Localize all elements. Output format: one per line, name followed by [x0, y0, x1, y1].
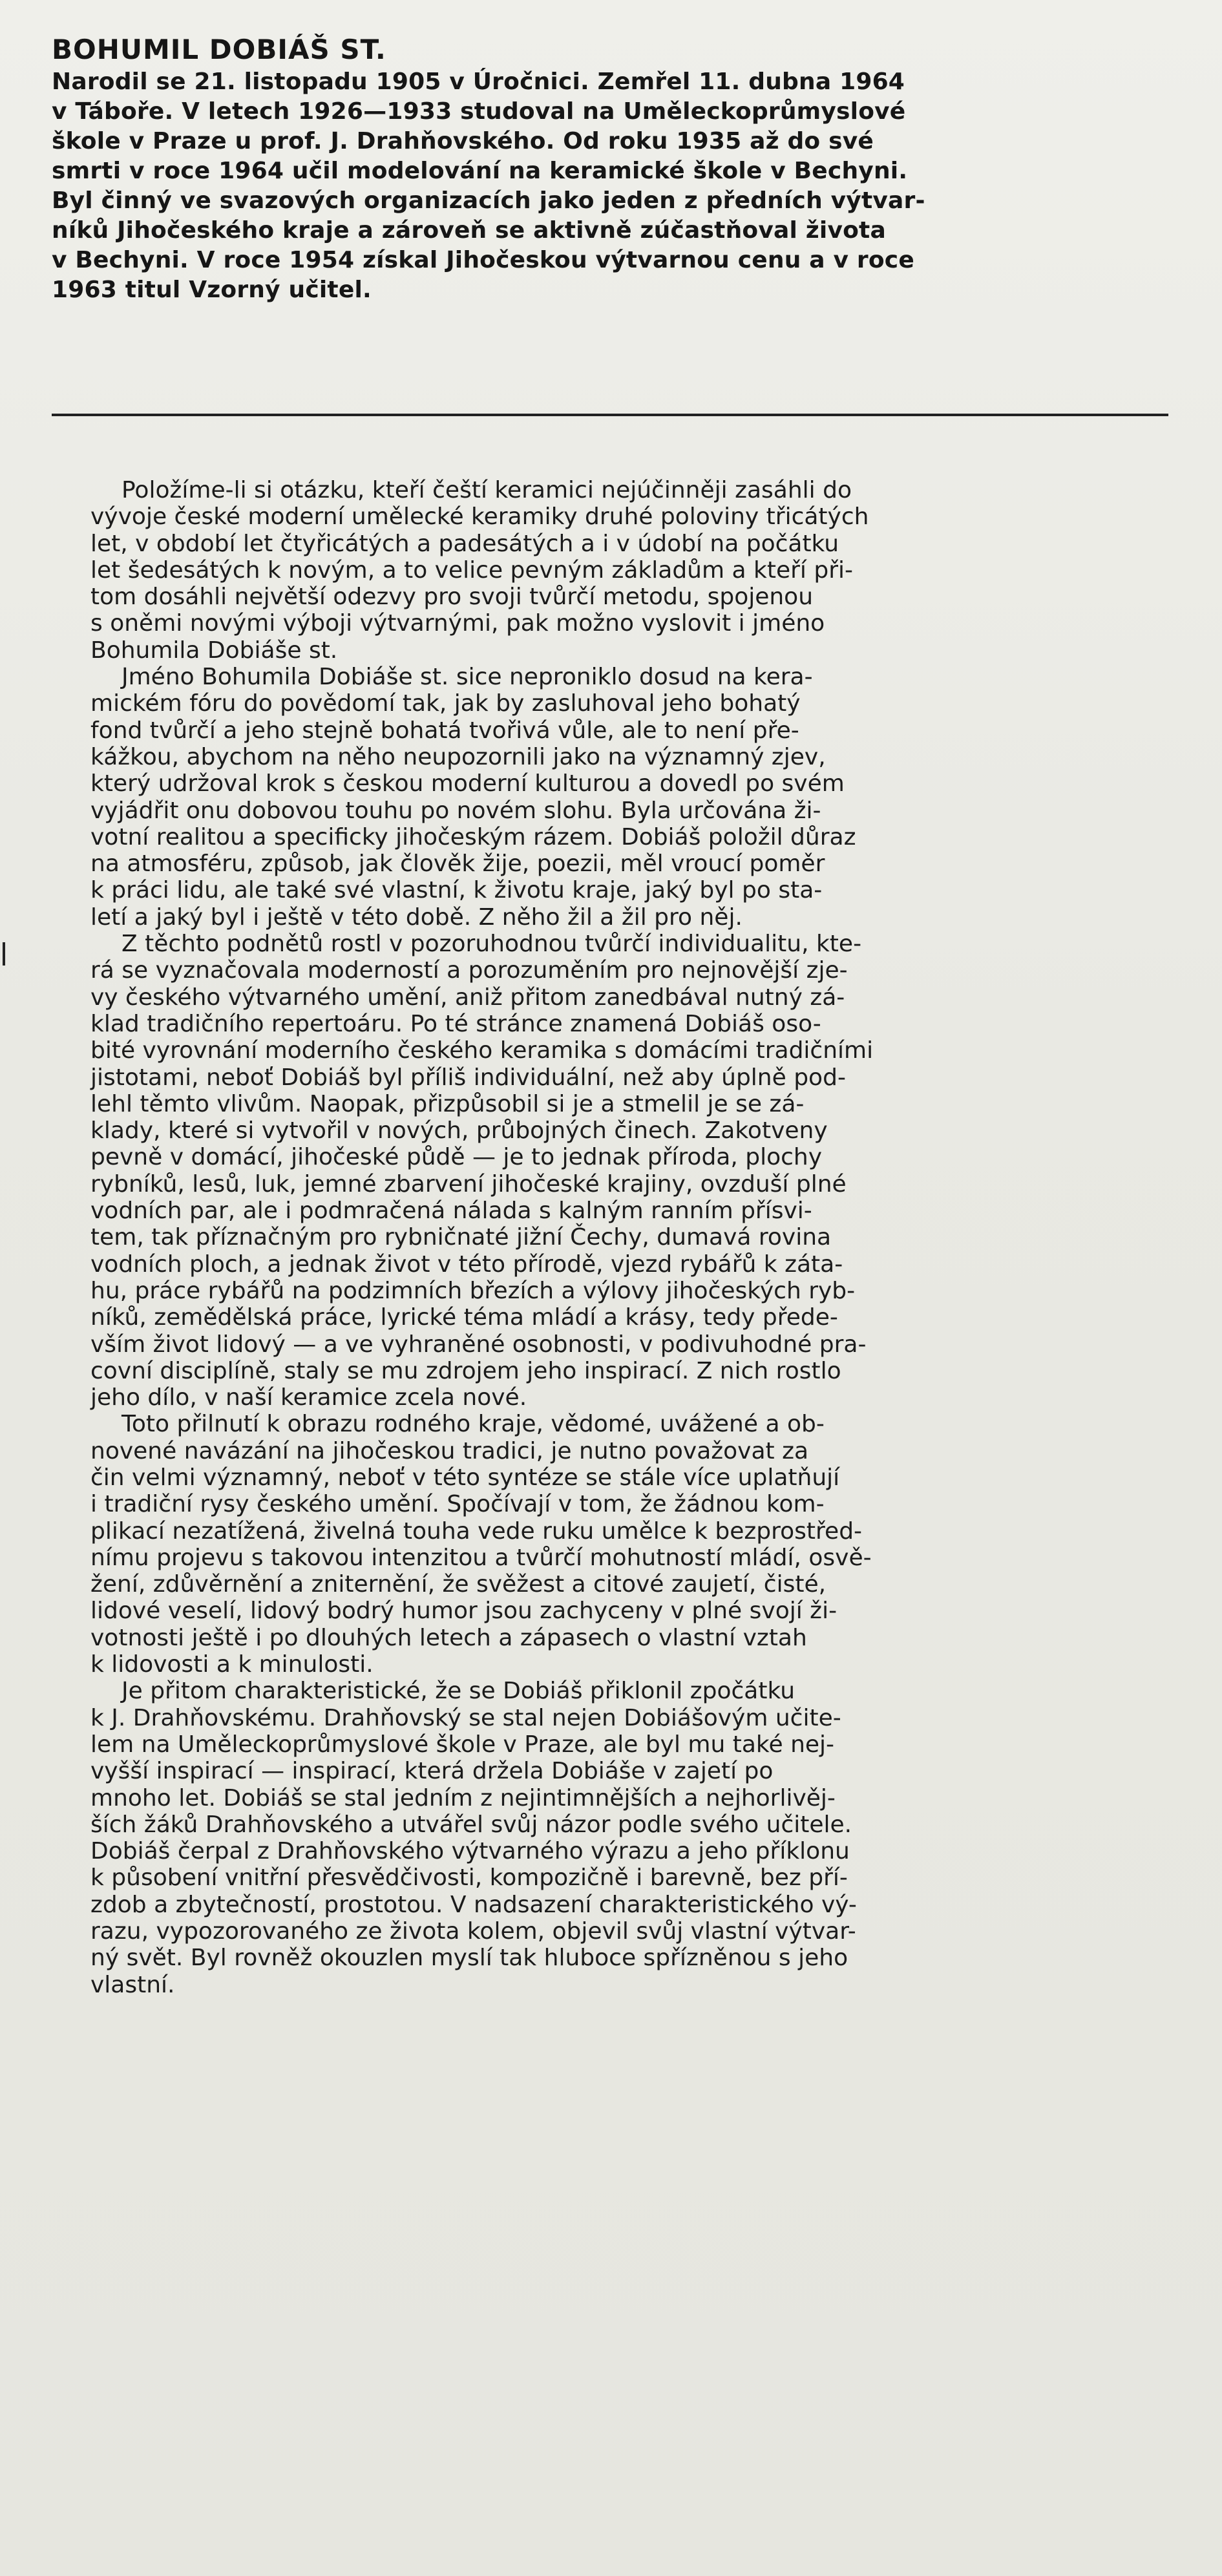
text-line: vlastní.	[90, 1971, 175, 1998]
text-line: na atmosféru, způsob, jak člověk žije, poezii, měl vroucí poměr	[90, 850, 825, 878]
text-line: rybníků, lesů, luk, jemné zbarvení jihočeské krajiny, ovzduší plné	[90, 1170, 847, 1198]
biography-line: Narodil se 21. listopadu 1905 v Úročnici. Zemřel 11. dubna 1964	[52, 69, 905, 95]
article-body	[90, 477, 1176, 1998]
text-line: vodních par, ale i podmračená nálada s kalným ranním přísvi-	[90, 1198, 812, 1225]
biography-title: BOHUMIL DOBIÁŠ ST.	[52, 34, 386, 65]
text-line: votní realitou a specificky jihočeským rázem. Dobiáš položil důraz	[90, 823, 856, 850]
text-line: rá se vyznačovala moderností a porozuměním pro nejnovější zje-	[90, 957, 848, 984]
text-line: níků, zemědělská práce, lyrické téma mládí a krásy, tedy přede-	[90, 1304, 838, 1331]
text-line: bité vyrovnání moderního českého keramika s domácími tradičními	[90, 1037, 874, 1064]
text-line: jeho dílo, v naší keramice zcela nové.	[90, 1384, 527, 1411]
text-line: k lidovosti a k minulosti.	[90, 1651, 374, 1678]
paragraph	[90, 1678, 1176, 1998]
text-line: vy českého výtvarného umění, aniž přitom zanedbával nutný zá-	[90, 984, 845, 1011]
text-line: k J. Drahňovskému. Drahňovský se stal nejen Dobiášovým učite-	[90, 1704, 841, 1731]
biography-text	[52, 67, 1176, 305]
paragraph	[90, 477, 1176, 664]
text-line: klad tradičního repertoáru. Po té stránce znamená Dobiáš oso-	[90, 1010, 821, 1037]
text-line: Jméno Bohumila Dobiáše st. sice neproniklo dosud na kera-	[121, 664, 813, 691]
text-line: ších žáků Drahňovského a utvářel svůj názor podle svého učitele.	[90, 1811, 852, 1838]
text-line: který udržoval krok s českou moderní kulturou a dovedl po svém	[90, 770, 845, 797]
text-line: Dobiáš čerpal z Drahňovského výtvarného výrazu a jeho příklonu	[90, 1838, 850, 1865]
text-line: Položíme-li si otázku, kteří čeští keramici nejúčinněji zasáhli do	[121, 477, 852, 503]
text-line: vývoje české moderní umělecké keramiky druhé poloviny třicátých	[90, 503, 869, 531]
biography-line: níků Jihočeského kraje a zároveň se aktivně zúčastňoval života	[52, 217, 886, 244]
paragraph	[90, 1411, 1176, 1678]
text-line: mnoho let. Dobiáš se stal jedním z nejintimnějších a nejhorlivěj-	[90, 1784, 836, 1811]
text-line: kážkou, abychom na něho neupozornili jako na významný zjev,	[90, 743, 826, 770]
text-line: mickém fóru do povědomí tak, jak by zasluhoval jeho bohatý	[90, 690, 801, 717]
text-line: nímu projevu s takovou intenzitou a tvůrčí mohutností mládí, osvě-	[90, 1544, 872, 1571]
text-line: lehl těmto vlivům. Naopak, přizpůsobil si je a stmelil je se zá-	[90, 1090, 805, 1117]
biography-block	[52, 34, 1176, 305]
text-line: covní disciplíně, staly se mu zdrojem jeho inspirací. Z nich rostlo	[90, 1357, 841, 1384]
text-line: tem, tak příznačným pro rybničnaté jižní Čechy, dumavá rovina	[90, 1224, 832, 1251]
divider-rule	[52, 414, 1168, 416]
biography-line: Byl činný ve svazových organizacích jako jeden z předních výtvar-	[52, 187, 925, 214]
text-line: Toto přilnutí k obrazu rodného kraje, vědomé, uvážené a ob-	[121, 1411, 825, 1438]
text-line: vodních ploch, a jednak život v této přírodě, vjezd rybářů k záta-	[90, 1251, 843, 1278]
text-line: tom dosáhli největší odezvy pro svoji tvůrčí metodu, spojenou	[90, 584, 814, 611]
text-line: klady, které si vytvořil v nových, průbojných činech. Zakotveny	[90, 1117, 828, 1145]
text-line: Bohumila Dobiáše st.	[90, 637, 338, 664]
biography-line: 1963 titul Vzorný učitel.	[52, 277, 372, 303]
text-line: zdob a zbytečností, prostotou. V nadsazení charakteristického vý-	[90, 1891, 857, 1918]
text-line: plikací nezatížená, živelná touha vede ruku umělce k bezprostřed-	[90, 1517, 863, 1545]
text-line: jistotami, neboť Dobiáš byl příliš individuální, než aby úplně pod-	[90, 1064, 846, 1091]
biography-line: v Táboře. V letech 1926—1933 studoval na Uměleckoprůmyslové	[52, 98, 906, 125]
paragraph	[90, 931, 1176, 1411]
text-line: hu, práce rybářů na podzimních březích a výlovy jihočeských ryb-	[90, 1277, 856, 1304]
text-line: žení, zdůvěrnění a zniternění, že svěžest a citové zaujetí, čisté,	[90, 1571, 827, 1598]
text-line: k práci lidu, ale také své vlastní, k životu kraje, jaký byl po sta-	[90, 877, 823, 904]
text-line: Je přitom charakteristické, že se Dobiáš přiklonil zpočátku	[121, 1678, 795, 1705]
text-line: razu, vypozorovaného ze života kolem, objevil svůj vlastní výtvar-	[90, 1918, 856, 1945]
biography-line: škole v Praze u prof. J. Drahňovského. Od roku 1935 až do své	[52, 128, 874, 154]
text-line: ný svět. Byl rovněž okouzlen myslí tak hluboce spřízněnou s jeho	[90, 1945, 848, 1972]
text-line: let, v období let čtyřicátých a padesátých a i v údobí na počátku	[90, 530, 839, 557]
biography-line: v Bechyni. V roce 1954 získal Jihočeskou výtvarnou cenu a v roce	[52, 247, 914, 273]
text-line: vyjádřit onu dobovou touhu po novém slohu. Byla určována ži-	[90, 797, 821, 824]
text-line: lem na Uměleckoprůmyslové škole v Praze, ale byl mu také nej-	[90, 1731, 835, 1758]
text-line: let šedesátých k novým, a to velice pevným základům a kteří při-	[90, 556, 854, 584]
biography-line: smrti v roce 1964 učil modelování na keramické škole v Bechyni.	[52, 158, 908, 184]
text-line: vyšší inspirací — inspirací, která držela Dobiáše v zajetí po	[90, 1758, 774, 1785]
text-line: s oněmi novými výboji výtvarnými, pak možno vyslovit i jméno	[90, 610, 825, 637]
margin-mark	[3, 942, 5, 966]
text-line: letí a jaký byl i ještě v této době. Z něho žil a žil pro něj.	[90, 903, 743, 931]
text-line: votnosti ještě i po dlouhých letech a zápasech o vlastní vztah	[90, 1624, 807, 1651]
text-line: fond tvůrčí a jeho stejně bohatá tvořivá vůle, ale to není pře-	[90, 717, 799, 744]
text-line: lidové veselí, lidový bodrý humor jsou zachyceny v plné svojí ži-	[90, 1598, 837, 1625]
text-line: novené navázání na jihočeskou tradici, je nutno považovat za	[90, 1437, 809, 1464]
paragraph	[90, 664, 1176, 931]
text-line: i tradiční rysy českého umění. Spočívají v tom, že žádnou kom-	[90, 1491, 825, 1518]
text-line: vším život lidový — a ve vyhraněné osobnosti, v podivuhodné pra-	[90, 1331, 867, 1358]
text-line: Z těchto podnětů rostl v pozoruhodnou tvůrčí individualitu, kte-	[121, 931, 862, 958]
text-line: čin velmi významný, neboť v této syntéze se stále více uplatňují	[90, 1464, 840, 1491]
text-line: k působení vnitřní přesvědčivosti, kompozičně i barevně, bez pří-	[90, 1864, 848, 1892]
text-line: pevně v domácí, jihočeské půdě — je to jednak příroda, plochy	[90, 1144, 823, 1171]
